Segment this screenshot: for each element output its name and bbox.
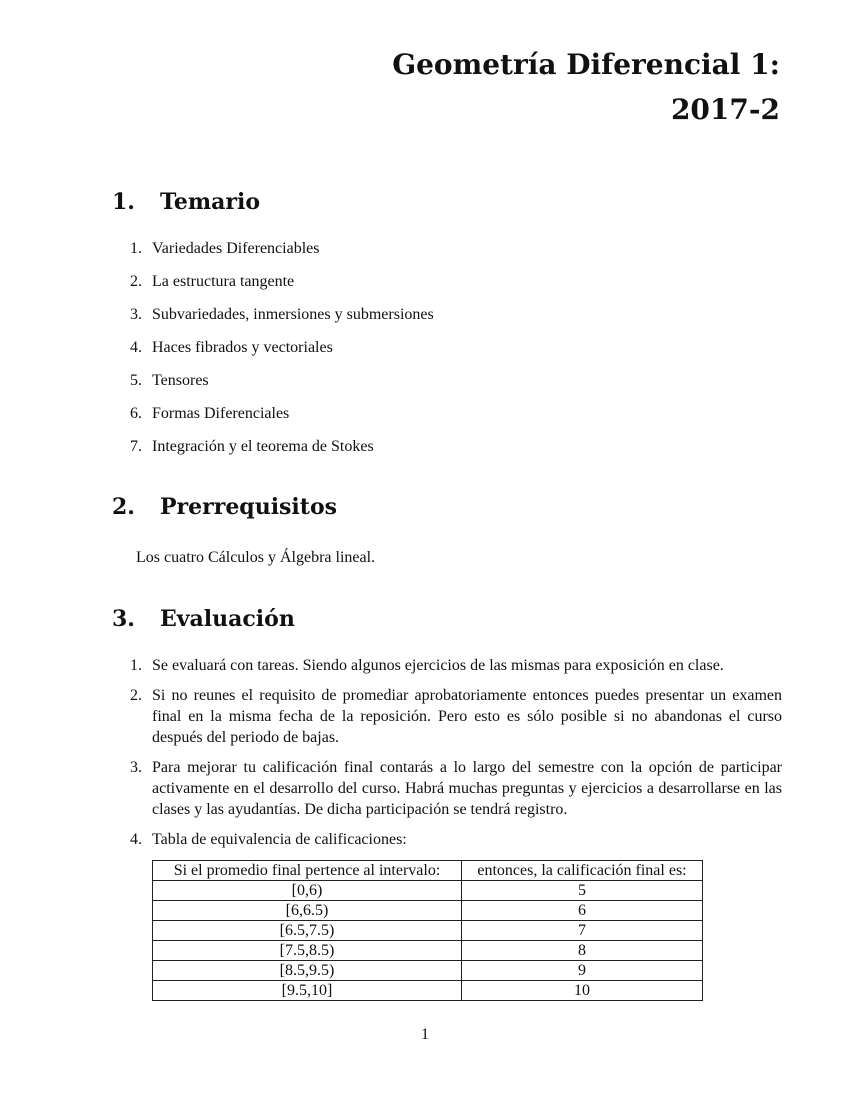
- document-title: [392, 42, 780, 132]
- section-number: 3.: [112, 606, 135, 632]
- list-item: 2. Si no reunes el requisito de promediar aprobatoriamente entonces puedes presentar un examen final en la misma fecha de la reposición. Pero esto es sólo posible si no abandonas el curso después del periodo de bajas.: [130, 687, 782, 746]
- list-item: 2. La estructura tangente: [130, 273, 295, 290]
- grade-equivalence-table: [152, 860, 703, 1001]
- section-number: 1.: [112, 189, 135, 215]
- interval-cell: [8.5,9.5): [153, 961, 462, 981]
- topics-list: [130, 240, 434, 471]
- table-row: [153, 941, 703, 961]
- evaluation-list: [130, 655, 782, 859]
- interval-cell: [0,6): [153, 881, 462, 901]
- grade-cell: 6: [462, 901, 703, 921]
- list-item: 1. Se evaluará con tareas. Siendo algunos ejercicios de las mismas para exposición en clase.: [130, 657, 724, 674]
- section-title: Prerrequisitos: [160, 494, 338, 520]
- list-item: 3. Subvariedades, inmersiones y submersiones: [130, 306, 434, 323]
- table-row: [153, 881, 703, 901]
- table-row: [153, 961, 703, 981]
- section-title: Evaluación: [160, 606, 295, 632]
- table-row: [153, 901, 703, 921]
- title-line-2: 2017-2: [670, 93, 780, 126]
- list-item: 4. Tabla de equivalencia de calificaciones:: [130, 831, 407, 848]
- table-row: [153, 981, 703, 1001]
- list-item: 3. Para mejorar tu calificación final contarás a lo largo del semestre con la opción de participar activamente en el desarrollo del curso. Habrá muchas preguntas y ejercicios a desarrollarse en las clases y las ayudantías. De dicha participación se tendrá registro.: [130, 759, 782, 818]
- interval-cell: [6.5,7.5): [153, 921, 462, 941]
- section-heading-temario: [112, 189, 260, 215]
- column-header-interval: Si el promedio final pertence al intervalo:: [153, 861, 462, 881]
- grade-cell: 9: [462, 961, 703, 981]
- page-number: 1: [421, 1026, 429, 1043]
- title-line-1: Geometría Diferencial 1:: [392, 48, 780, 81]
- interval-cell: [6,6.5): [153, 901, 462, 921]
- list-item: 1. Variedades Diferenciables: [130, 240, 320, 257]
- column-header-grade: entonces, la calificación final es:: [462, 861, 703, 881]
- grade-cell: 5: [462, 881, 703, 901]
- section-title: Temario: [160, 189, 260, 215]
- section-number: 2.: [112, 494, 135, 520]
- grade-cell: 8: [462, 941, 703, 961]
- list-item: 5. Tensores: [130, 372, 209, 389]
- interval-cell: [7.5,8.5): [153, 941, 462, 961]
- table-header-row: [153, 861, 703, 881]
- section-heading-evaluacion: [112, 606, 295, 632]
- list-item: 7. Integración y el teorema de Stokes: [130, 438, 374, 455]
- section-heading-prerrequisitos: [112, 494, 337, 520]
- grade-cell: 10: [462, 981, 703, 1001]
- prerequisites-text: Los cuatro Cálculos y Álgebra lineal.: [136, 549, 376, 566]
- table-row: [153, 921, 703, 941]
- list-item: 4. Haces fibrados y vectoriales: [130, 339, 333, 356]
- interval-cell: [9.5,10]: [153, 981, 462, 1001]
- grade-cell: 7: [462, 921, 703, 941]
- list-item: 6. Formas Diferenciales: [130, 405, 290, 422]
